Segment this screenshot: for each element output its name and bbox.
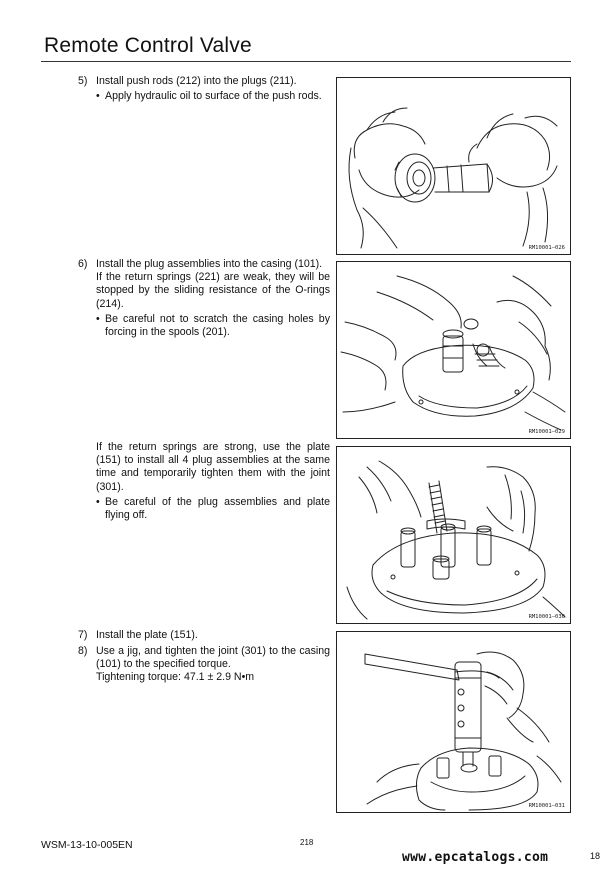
sheet-number: 18: [590, 851, 601, 861]
step-text: Install the plug assemblies into the casing (101).: [96, 258, 323, 270]
bullet-icon: •: [96, 312, 100, 325]
page-number: 218: [300, 838, 314, 847]
step-8: [78, 645, 330, 685]
step-6: [78, 258, 330, 339]
bullet-icon: •: [96, 90, 100, 103]
step-number: 6): [78, 258, 88, 270]
figure-code: RM10001—030: [528, 614, 565, 620]
step-text: Install the plate (151).: [96, 629, 198, 641]
step-note: If the return springs (221) are weak, they will be stopped by the sliding resistance of the O-rings (214).: [96, 271, 330, 310]
step-bullet: Apply hydraulic oil to surface of the push rods.: [105, 90, 322, 103]
bullet-icon: •: [96, 495, 100, 508]
step-number: 7): [78, 629, 88, 641]
step-text: Use a jig, and tighten the joint (301) to the casing (101) to the specified torque.: [96, 645, 330, 671]
figure-plate-install: [336, 446, 571, 624]
step-bullet: Be careful of the plug assemblies and plate flying off.: [105, 495, 330, 522]
page-title: Remote Control Valve: [44, 34, 252, 57]
figure-code: RM10001—029: [528, 429, 565, 435]
step-text: Install push rods (212) into the plugs (211).: [96, 75, 297, 87]
step-7: [78, 629, 330, 642]
watermark: www.epcatalogs.com: [402, 850, 549, 865]
document-id: WSM-13-10-005EN: [41, 839, 133, 851]
figure-jig-torque: [336, 631, 571, 813]
figure-plug-assemblies: [336, 261, 571, 439]
title-divider: [41, 61, 571, 62]
hands-push-rod-illustration: [337, 78, 570, 254]
figure-code: RM10001—026: [528, 245, 565, 251]
step-bullet: Be careful not to scratch the casing holes by forcing in the spools (201).: [105, 312, 330, 339]
paragraph-text: If the return springs are strong, use the plate (151) to install all 4 plug assemblies at the same time and temporarily tighten them with the joint (301).: [96, 441, 330, 493]
figure-push-rods: [336, 77, 571, 255]
jig-torque-illustration: [337, 632, 570, 812]
torque-spec: Tightening torque: 47.1 ± 2.9 N•m: [96, 671, 255, 684]
step-number: 8): [78, 645, 88, 657]
step-number: 5): [78, 75, 88, 87]
strong-springs-note: [78, 441, 330, 522]
step-5: [78, 75, 330, 103]
hands-plug-assembly-illustration: [337, 262, 570, 438]
plate-install-illustration: [337, 447, 570, 623]
figure-code: RM10001—031: [528, 803, 565, 809]
